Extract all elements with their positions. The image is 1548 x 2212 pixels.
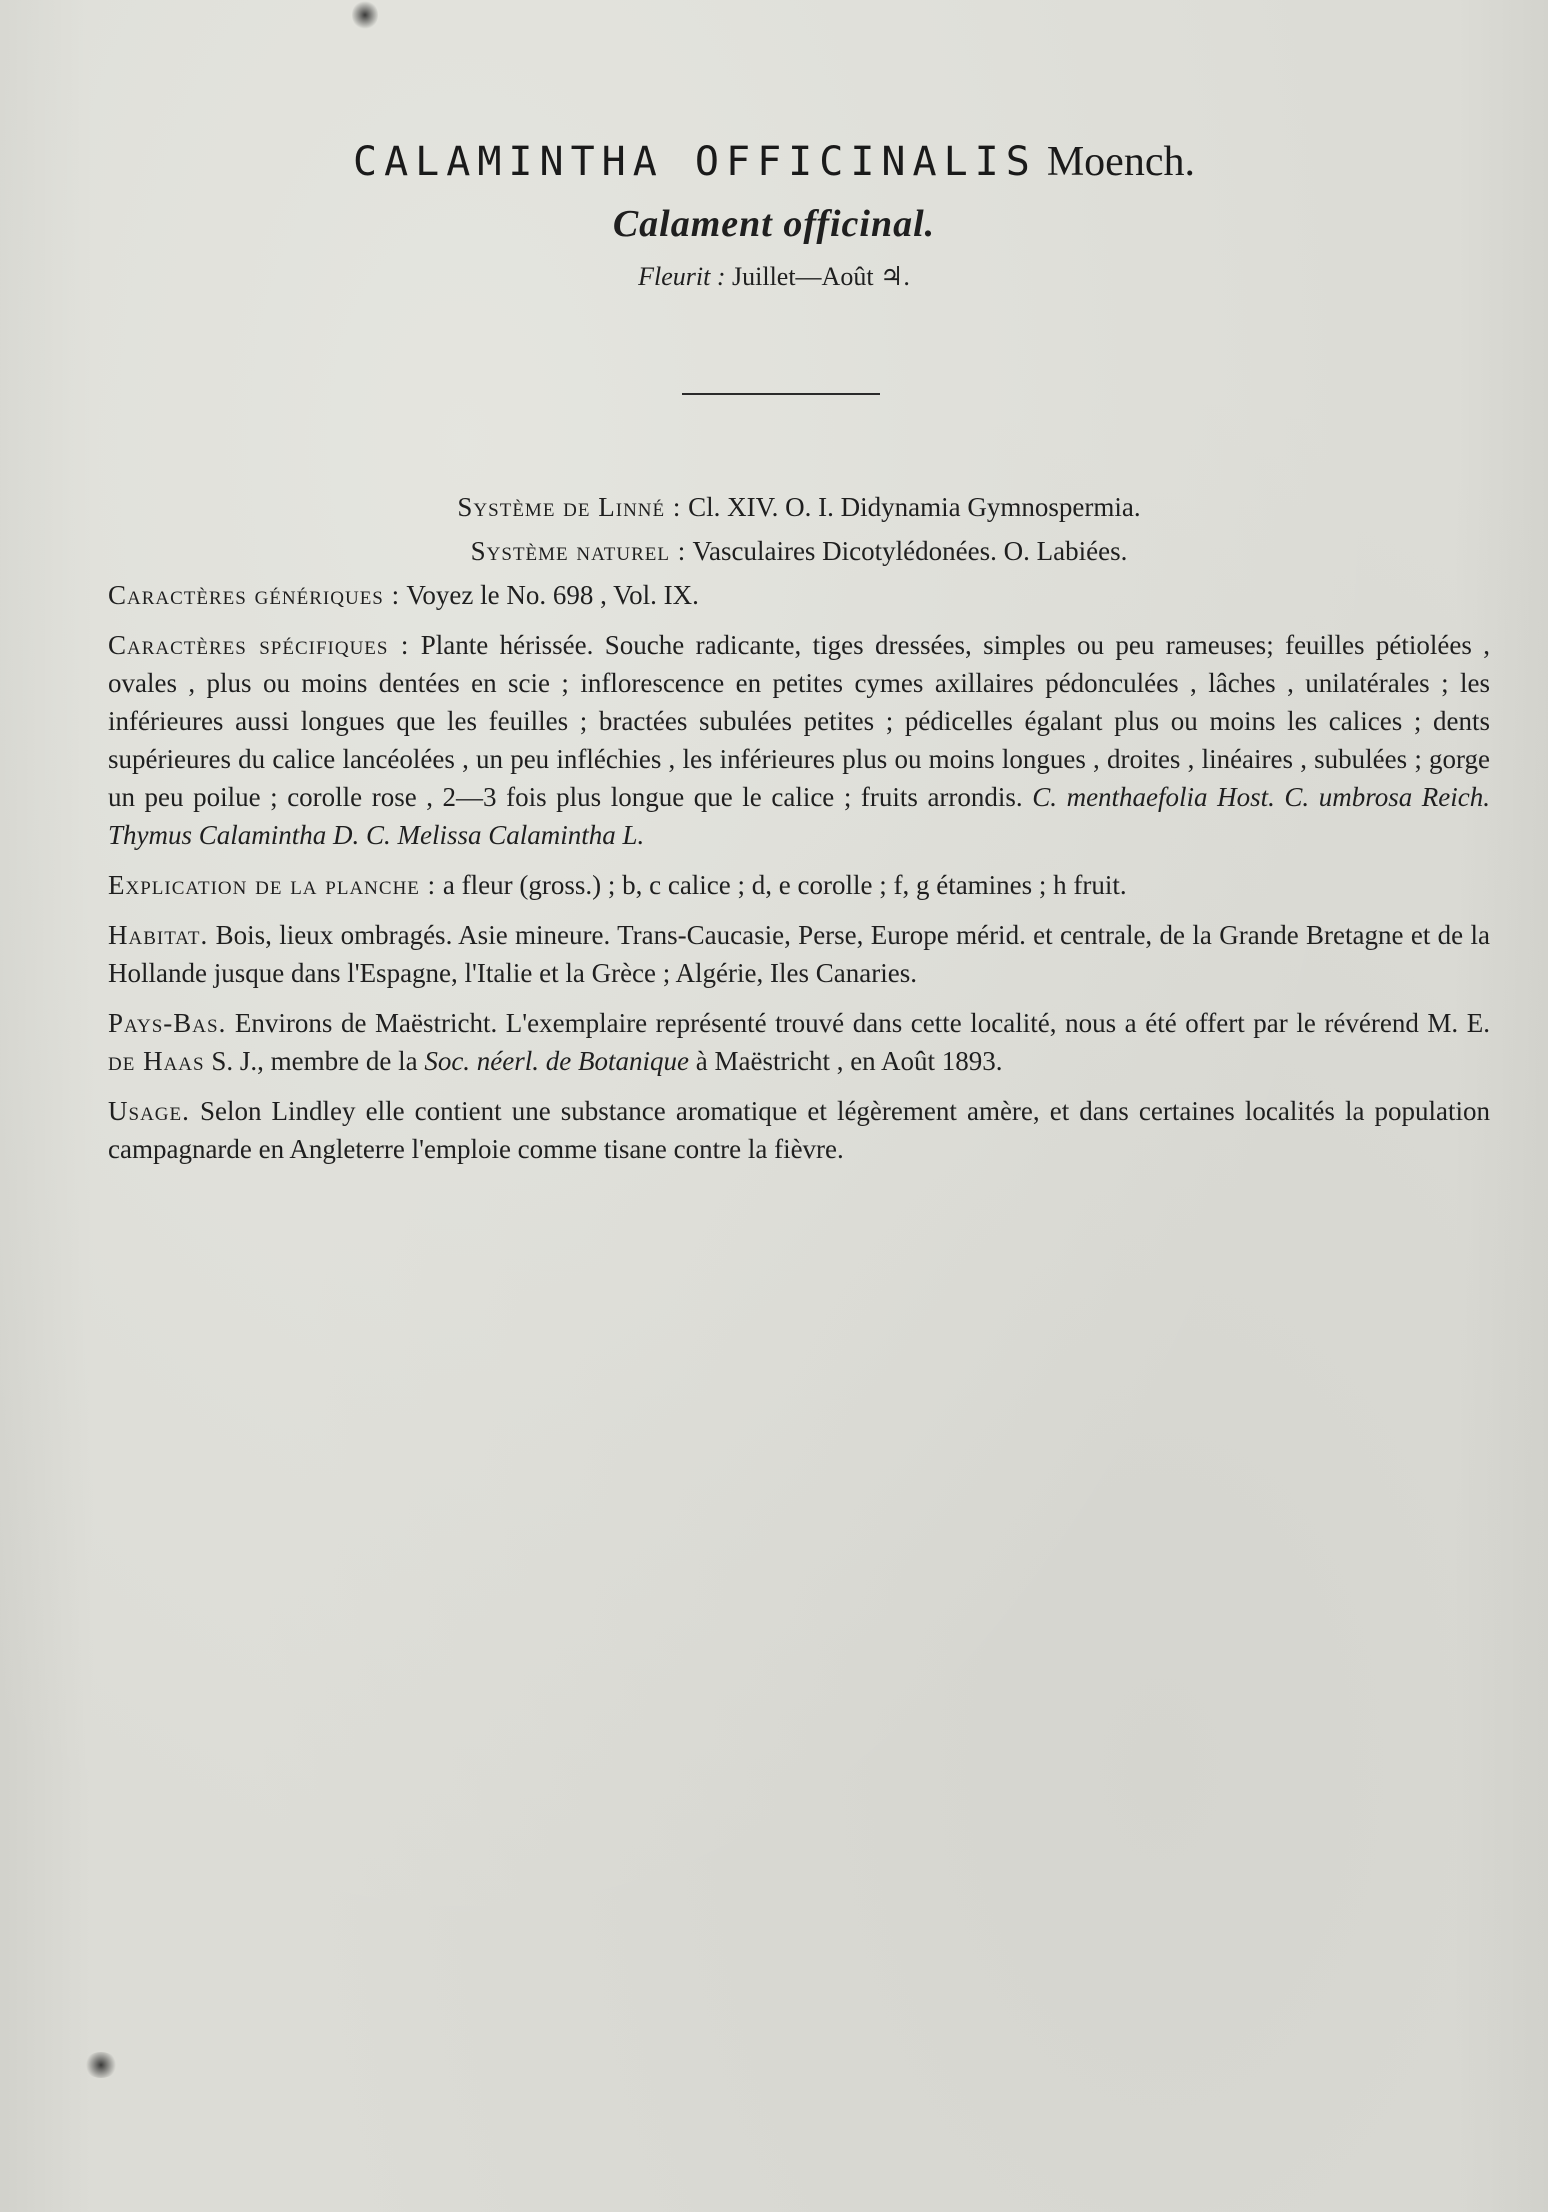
page-title — [0, 138, 1548, 186]
section-text: Plante hérissée. Souche radicante, tiges dressées, simples ou peu rameuses; feuilles pétiolées , ovales , plus ou moins dentées en scie ; inflorescence en petites cymes axillaires pédonculées , lâches , unilatérales ; les inférieures aussi longues que les feuilles ; bractées subulées petites ; pédicelles égalant plus ou moins les calices ; dents supérieures du calice lancéolées , un peu infléchies , les inférieures plus ou moins longues , droites , linéaires , subulées ; gorge un peu poilue ; corolle rose , 2—3 fois plus longue que le calice ; fruits arrondis. — [108, 630, 1491, 812]
section-text: Voyez le No. 698 , Vol. IX. — [406, 580, 699, 610]
species-name: CALAMINTHA OFFICINALIS — [353, 139, 1037, 185]
section-naturel — [108, 532, 1490, 570]
section-label: Explication de la planche : — [108, 870, 437, 900]
section-label: Pays-Bas. — [108, 1008, 227, 1038]
section-text: a fleur (gross.) ; b, c calice ; d, e corolle ; f, g étamines ; h fruit. — [442, 870, 1127, 900]
flowering-line — [0, 262, 1548, 292]
section-label: Système naturel : — [470, 536, 687, 566]
section-text: Vasculaires Dicotylédonées. O. Labiées. — [692, 536, 1128, 566]
section-text: à Maëstricht , en Août 1893. — [695, 1046, 1003, 1076]
section-text: Cl. XIV. O. I. Didynamia Gymnospermia. — [688, 492, 1141, 522]
author-name: Moench. — [1046, 139, 1195, 185]
section-explication — [108, 866, 1490, 904]
section-generiques — [108, 576, 1490, 614]
section-text: Bois, lieux ombragés. Asie mineure. Trans-Caucasie, Perse, Europe mérid. et centrale, de la Grande Bretagne et de la Hollande jusque dans l'Espagne, l'Italie et la Grèce ; Algérie, Iles Canaries. — [108, 920, 1490, 988]
section-linne — [108, 488, 1490, 526]
section-habitat — [108, 916, 1490, 992]
section-label: Caractères génériques : — [108, 580, 401, 610]
flowering-value: Juillet—Août ♃. — [732, 262, 910, 291]
section-text: Environs de Maëstricht. L'exemplaire représenté trouvé dans cette localité, nous a été offert par le révérend M. E. — [234, 1008, 1490, 1038]
section-label: Habitat. — [108, 920, 209, 950]
section-text: S. J., membre de la — [211, 1046, 418, 1076]
person-name: de Haas — [108, 1046, 205, 1076]
ink-smudge — [84, 2052, 118, 2078]
section-text: Selon Lindley elle contient une substance aromatique et légèrement amère, et dans certaines localités la population campagnarde en Angleterre l'emploie comme tisane contre la fièvre. — [108, 1096, 1490, 1164]
divider — [682, 393, 880, 395]
description-body — [108, 488, 1490, 1180]
ink-smudge — [352, 0, 378, 30]
section-specifiques — [108, 626, 1490, 854]
section-usage — [108, 1092, 1490, 1168]
synonyms: C. menthaefolia Host. C. umbrosa Reich. Thymus Calamintha D. C. Melissa Calamintha L. — [108, 782, 1490, 850]
section-label: Usage. — [108, 1096, 190, 1126]
flowering-label: Fleurit : — [638, 262, 726, 291]
society-name: Soc. néerl. de Botanique — [424, 1046, 689, 1076]
section-label: Système de Linné : — [457, 492, 682, 522]
section-label: Caractères spécifiques : — [108, 630, 410, 660]
common-name: Calament officinal. — [612, 203, 936, 245]
section-paysbas — [108, 1004, 1490, 1080]
